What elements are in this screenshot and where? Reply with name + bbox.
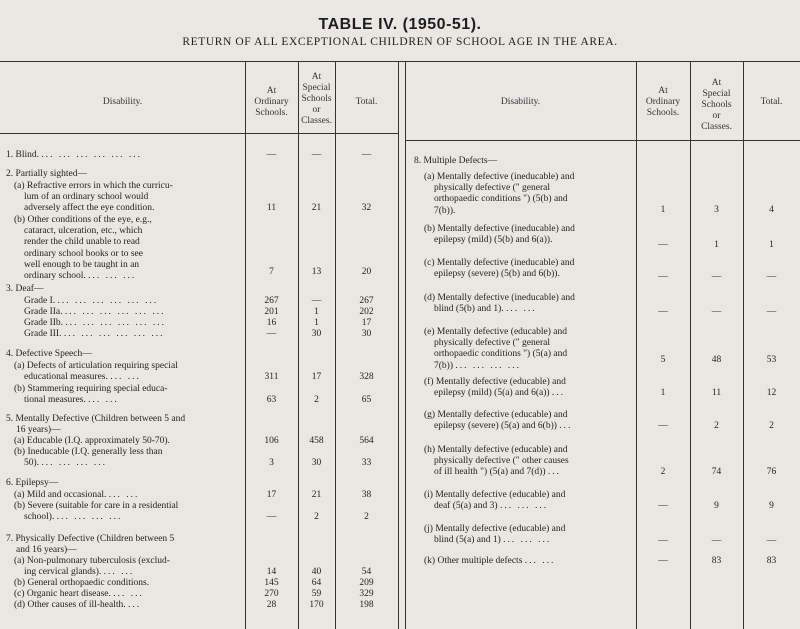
cell: 170	[309, 600, 324, 610]
cell: 2	[364, 512, 369, 522]
cell: 17	[311, 372, 322, 382]
row-label: (c) Mentally defective (ineducable) and epilepsy (severe) (5(b) and 6(b)).	[424, 258, 575, 280]
col-rule	[298, 61, 299, 629]
cell: 65	[361, 395, 372, 405]
cell: 11	[711, 388, 722, 398]
cell: 83	[766, 556, 777, 566]
section-label: 3. Deaf—	[6, 284, 44, 294]
cell: —	[658, 501, 668, 511]
row-label: Grade I. ... ... ... ... ... ...	[24, 296, 159, 306]
center-rule	[398, 61, 399, 629]
cell: 267	[359, 296, 374, 306]
row-label: 1. Blind. ... ... ... ... ... ...	[6, 150, 142, 160]
center-rule	[405, 61, 406, 629]
cell: 329	[359, 589, 374, 599]
cell: —	[266, 512, 277, 522]
cell: 202	[359, 307, 374, 317]
cell: 267	[264, 296, 279, 306]
cell: 1	[660, 205, 666, 215]
row-label: (b) Mentally defective (ineducable) and epilepsy (mild) (5(b) and 6(a)).	[424, 224, 575, 246]
cell: 74	[711, 467, 722, 477]
cell: —	[266, 329, 277, 339]
section-label: 4. Defective Speech—	[6, 349, 92, 359]
cell: —	[658, 240, 668, 250]
cell: 5	[660, 355, 666, 365]
cell: 32	[361, 203, 372, 213]
header-disability-right: Disability.	[500, 97, 541, 107]
section-label: 7. Physically Defective (Children between 5 and 16 years)—	[6, 534, 175, 556]
cell: —	[361, 150, 372, 160]
header-ordinary-left: At Ordinary Schools.	[254, 86, 289, 118]
row-label: (f) Mentally defective (educable) and epilepsy (mild) (5(a) and 6(a)) ...	[424, 377, 566, 399]
row-label: (b) General orthopaedic conditions.	[14, 578, 150, 588]
row-label: (a) Defects of articulation requiring special educational measures. ... ...	[14, 361, 178, 383]
cell: 2	[314, 395, 319, 405]
cell: 40	[311, 567, 322, 577]
section-label: 2. Partially sighted—	[6, 169, 88, 179]
cell: 17	[266, 490, 277, 500]
row-label: (b) Severe (suitable for care in a residential school). ... ... ... ...	[14, 501, 179, 523]
header-total-left: Total.	[355, 97, 378, 107]
cell: 4	[769, 205, 774, 215]
cell: 14	[266, 567, 277, 577]
header-disability-left: Disability.	[102, 97, 143, 107]
cell: —	[311, 296, 322, 306]
row-label: Grade IIb. ... ... ... ... ... ...	[24, 318, 167, 328]
cell: 1	[714, 240, 719, 250]
row-label: (a) Refractive errors in which the curricu- lum of an ordinary school would adversely affect the eye condition.	[14, 181, 173, 214]
cell: 1	[660, 388, 666, 398]
cell: 16	[266, 318, 277, 328]
top-rule	[0, 61, 800, 62]
cell: 30	[311, 329, 322, 339]
row-label: (k) Other multiple defects ... ...	[424, 556, 556, 566]
row-label: (b) Stammering requiring special educa- tional measures. ... ...	[14, 384, 168, 406]
cell: —	[766, 536, 777, 546]
cell: 64	[311, 578, 322, 588]
row-label: (d) Mentally defective (ineducable) and blind (5(b) and 1). ... ...	[424, 293, 575, 315]
cell: —	[311, 150, 322, 160]
row-label: (a) Non-pulmonary tuberculosis (exclud- ing cervical glands). ... ...	[14, 556, 170, 578]
cell: 48	[711, 355, 722, 365]
cell: 328	[359, 372, 374, 382]
cell: 21	[311, 490, 322, 500]
cell: —	[658, 556, 668, 566]
cell: 76	[766, 467, 777, 477]
row-label: (j) Mentally defective (educable) and blind (5(a) and 1) ... ... ...	[424, 524, 566, 546]
header-special-right: At Special Schools or Classes.	[701, 78, 732, 132]
cell: 38	[361, 490, 372, 500]
header-special-left: At Special Schools or Classes.	[301, 72, 332, 126]
cell: —	[658, 307, 668, 317]
cell: —	[711, 272, 722, 282]
cell: —	[658, 272, 668, 282]
header-total-right: Total.	[760, 97, 783, 107]
cell: —	[766, 272, 777, 282]
row-label: (g) Mentally defective (educable) and epilepsy (severe) (5(a) and 6(b)) ...	[424, 410, 573, 432]
cell: 21	[311, 203, 322, 213]
cell: —	[266, 150, 277, 160]
cell: 564	[359, 436, 374, 446]
row-label: (b) Other conditions of the eye, e.g., cataract, ulceration, etc., which render the child unable to read ordinary school books or to see well enough to be taught in an ordinary school. ... ... ...	[14, 215, 152, 282]
cell: 28	[266, 600, 277, 610]
cell: 1	[314, 318, 319, 328]
cell: 30	[361, 329, 372, 339]
row-label: (a) Mentally defective (ineducable) and physically defective (" general orthopaedic conditions ") (5(b) and 7(b)).	[424, 172, 575, 216]
cell: 20	[361, 267, 372, 277]
cell: 270	[264, 589, 279, 599]
cell: —	[658, 536, 668, 546]
cell: 33	[361, 458, 372, 468]
cell: 1	[314, 307, 319, 317]
cell: 201	[264, 307, 279, 317]
cell: 13	[311, 267, 322, 277]
cell: 53	[766, 355, 777, 365]
header-ordinary-right: At Ordinary Schools.	[645, 86, 681, 118]
cell: 2	[714, 421, 719, 431]
cell: 12	[766, 388, 777, 398]
section-label: 8. Multiple Defects—	[414, 156, 498, 166]
row-label: Grade III. ... ... ... ... ... ...	[24, 329, 165, 339]
cell: 17	[361, 318, 372, 328]
cell: 11	[266, 203, 277, 213]
header-rule-right	[405, 140, 800, 141]
cell: —	[711, 307, 722, 317]
cell: 106	[264, 436, 279, 446]
cell: 59	[311, 589, 322, 599]
col-rule	[245, 61, 246, 629]
cell: 3	[714, 205, 719, 215]
cell: —	[766, 307, 777, 317]
cell: 83	[711, 556, 722, 566]
cell: 30	[311, 458, 322, 468]
cell: 2	[314, 512, 319, 522]
row-label: (a) Educable (I.Q. approximately 50-70).	[14, 436, 170, 446]
cell: 198	[359, 600, 374, 610]
table-subtitle: RETURN OF ALL EXCEPTIONAL CHILDREN OF SCHOOL AGE IN THE AREA.	[182, 36, 618, 48]
cell: 7	[269, 267, 274, 277]
cell: 63	[266, 395, 277, 405]
cell: —	[711, 536, 722, 546]
cell: 9	[714, 501, 719, 511]
section-label: 6. Epilepsy—	[6, 478, 59, 488]
table-title: TABLE IV. (1950-51).	[318, 16, 482, 33]
cell: 1	[769, 240, 774, 250]
cell: 458	[309, 436, 324, 446]
row-label: (e) Mentally defective (educable) and physically defective (" general orthopaedic conditions ") (5(a) and 7(b)) ... ... ... ...	[424, 327, 568, 371]
cell: 209	[359, 578, 374, 588]
cell: 54	[361, 567, 372, 577]
col-rule	[335, 61, 336, 629]
cell: —	[658, 421, 668, 431]
section-label: 5. Mentally Defective (Children between 5 and 16 years)—	[6, 414, 186, 436]
row-label: (c) Organic heart disease. ... ...	[14, 589, 144, 599]
cell: 2	[769, 421, 774, 431]
row-label: (b) Ineducable (I.Q. generally less than 50). ... ... ... ...	[14, 447, 163, 469]
row-label: (i) Mentally defective (educable) and deaf (5(a) and 3) ... ... ...	[424, 490, 566, 512]
row-label: (h) Mentally defective (educable) and physically defective (" other causes of ill health ") (5(a) and 7(d)) ...	[424, 445, 569, 478]
row-label: (d) Other causes of ill-health. ...	[14, 600, 142, 610]
cell: 311	[264, 372, 279, 382]
cell: 9	[769, 501, 774, 511]
cell: 3	[269, 458, 274, 468]
row-label: (a) Mild and occasional. ... ...	[14, 490, 140, 500]
cell: 2	[660, 467, 666, 477]
header-rule-left	[0, 133, 398, 134]
cell: 145	[264, 578, 279, 588]
row-label: Grade IIa. ... ... ... ... ... ...	[24, 307, 166, 317]
